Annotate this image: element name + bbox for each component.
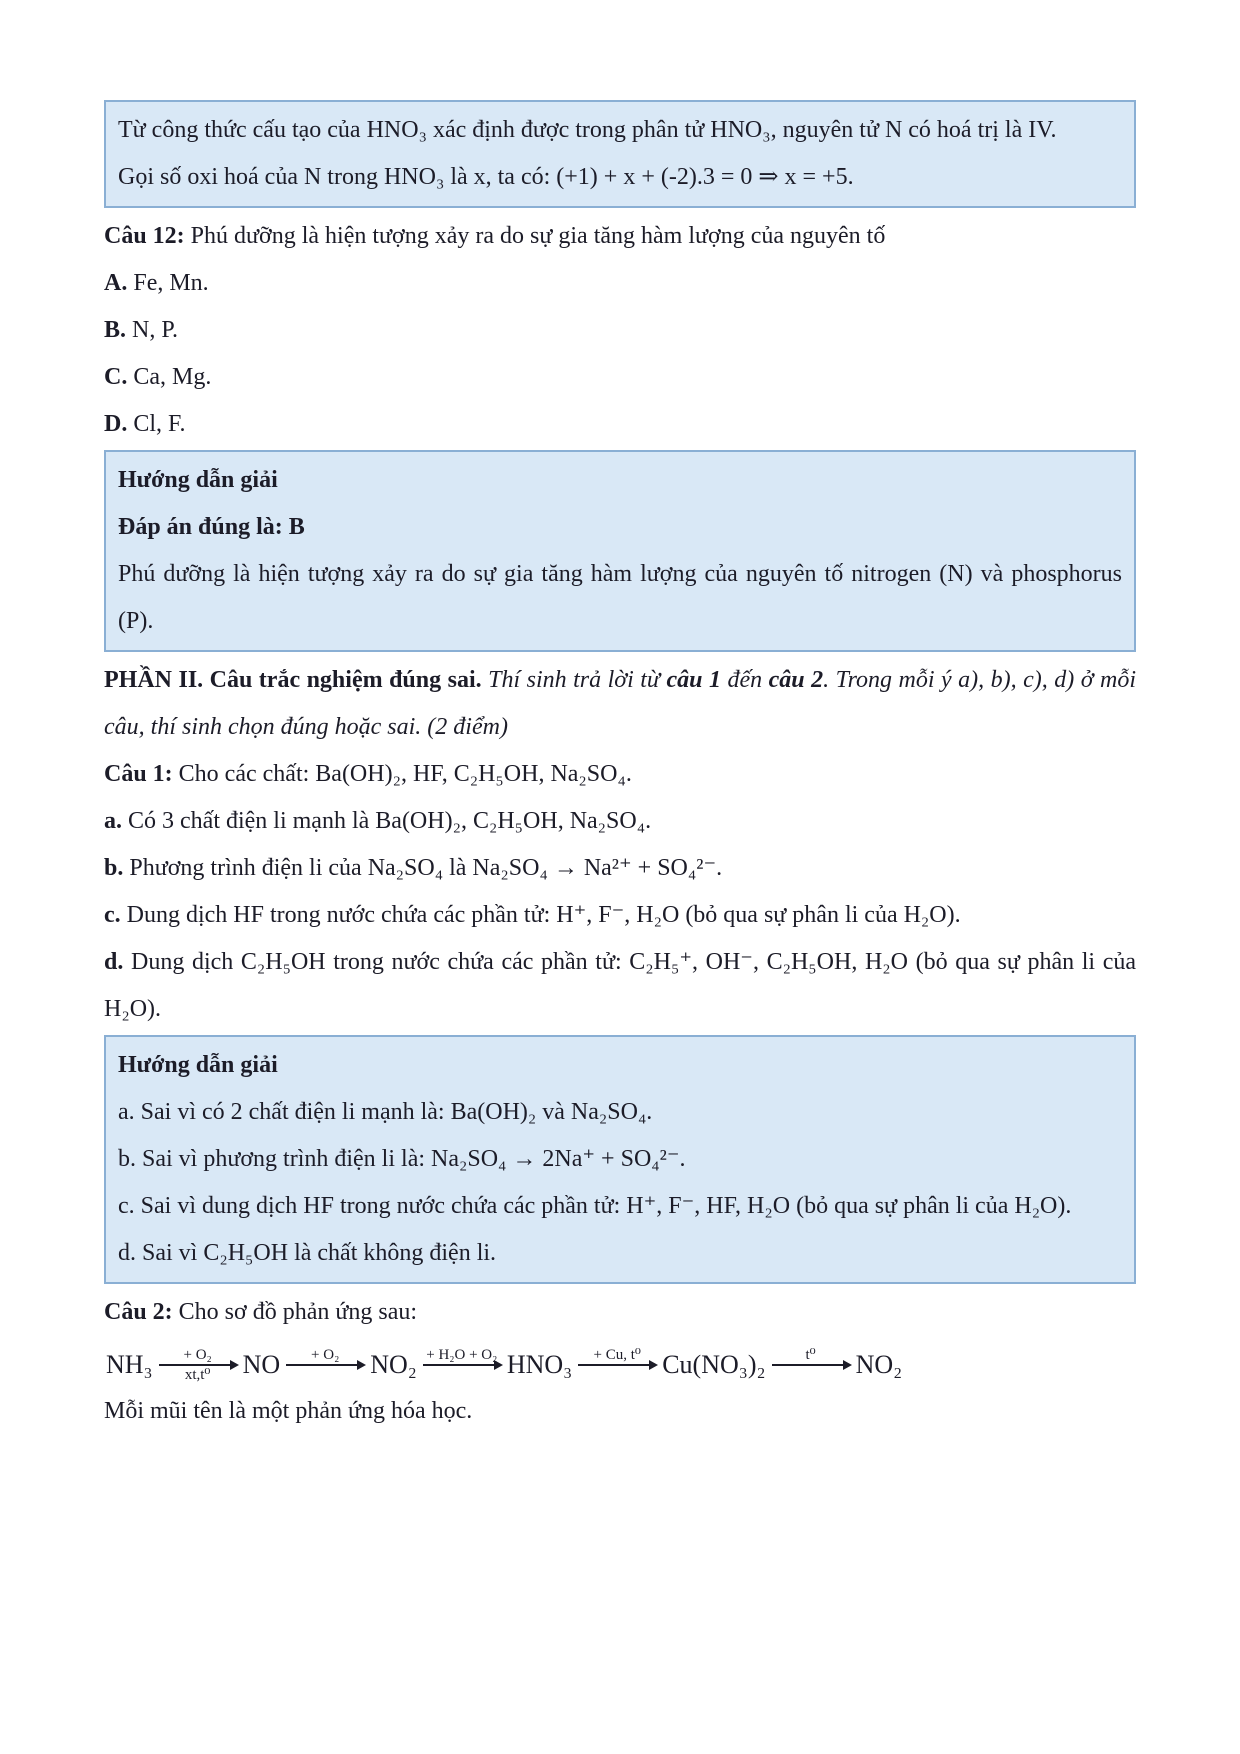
question-2-note: Mỗi mũi tên là một phản ứng hóa học. (104, 1398, 473, 1424)
reaction-arrow (419, 1346, 505, 1384)
arrow-label-above: + Cu, t⁰ (593, 1347, 641, 1363)
question-12-option-c (104, 354, 1136, 401)
item-a-text: Có 3 chất điện li mạnh là Ba(OH)₂, C₂H₅OH, Na₂SO₄. (128, 808, 652, 834)
solution-1-item-a: a. Sai vì có 2 chất điện li mạnh là: Ba(OH)₂ và Na₂SO₄. (118, 1099, 653, 1125)
solution-box-question-1 (104, 1035, 1136, 1284)
part2-heading-cau2: câu 2 (768, 667, 824, 693)
chemical-species: NO₂ (855, 1350, 903, 1379)
solution-12-title: Hướng dẫn giải (118, 467, 278, 493)
solution-1-title: Hướng dẫn giải (118, 1052, 278, 1078)
highlight-box-hno3 (104, 100, 1136, 208)
option-b-text: N, P. (132, 317, 179, 343)
arrow-line (159, 1364, 237, 1366)
item-a-label: a. (104, 808, 122, 834)
option-b-label: B. (104, 317, 127, 343)
question-1-item-d (104, 939, 1136, 1033)
item-b-label: b. (104, 855, 124, 881)
chemical-species: HNO₃ (506, 1350, 573, 1379)
chemical-species: Cu(NO₃)₂ (662, 1350, 766, 1379)
part2-heading (104, 657, 1136, 751)
question-12-option-a (104, 260, 1136, 307)
arrow-line (578, 1364, 656, 1366)
solution-12-explanation: Phú dưỡng là hiện tượng xảy ra do sự gia tăng hàm lượng của nguyên tố nitrogen (N) và phosphorus (P). (118, 561, 1122, 634)
solution-12-answer: Đáp án đúng là: B (118, 514, 305, 540)
arrow-label-above: t⁰ (805, 1347, 816, 1363)
reaction-arrow (282, 1346, 368, 1384)
reaction-arrow (574, 1346, 660, 1384)
question-1-item-c (104, 892, 1136, 939)
question-1-text: Cho các chất: Ba(OH)₂, HF, C₂H₅OH, Na₂SO₄. (178, 761, 632, 787)
chemical-species: NH₃ (106, 1350, 153, 1379)
item-c-label: c. (104, 902, 121, 928)
question-2-text: Cho sơ đồ phản ứng sau: (178, 1299, 418, 1325)
solution-1-item-c: c. Sai vì dung dịch HF trong nước chứa các phần tử: H⁺, F⁻, HF, H₂O (bỏ qua sự phân li của H₂O). (118, 1193, 1072, 1219)
chemical-species: NO₂ (370, 1350, 417, 1379)
reaction-arrow (768, 1346, 854, 1384)
question-12-label: Câu 12: (104, 223, 185, 249)
item-d-label: d. (104, 949, 124, 975)
part2-heading-italic-3: . Trong mỗi ý a), b), c), d) ở mỗi câu, thí sinh chọn đúng hoặc sai. (2 điểm) (104, 667, 1137, 740)
arrow-label-below: xt,t⁰ (184, 1367, 211, 1383)
solution-box-question-12 (104, 450, 1136, 652)
item-c-text: Dung dịch HF trong nước chứa các phần tử: H⁺, F⁻, H₂O (bỏ qua sự phân li của H₂O). (126, 902, 961, 928)
question-1-item-a (104, 798, 1136, 845)
item-b-text: Phương trình điện li của Na₂SO₄ là Na₂SO₄ → Na²⁺ + SO₄²⁻. (129, 855, 723, 881)
solution-1-item-d: d. Sai vì C₂H₅OH là chất không điện li. (118, 1240, 497, 1266)
question-2-stem (104, 1289, 1136, 1336)
arrow-label-above: + H₂O + O₂ (426, 1347, 498, 1363)
question-1-item-b (104, 845, 1136, 892)
arrow-line (423, 1364, 501, 1366)
part2-heading-cau1: câu 1 (666, 667, 721, 693)
question-1-label: Câu 1: (104, 761, 173, 787)
hno3-paragraph-2: Gọi số oxi hoá của N trong HNO₃ là x, ta có: (+1) + x + (-2).3 = 0 ⇒ x = +5. (118, 164, 854, 190)
item-d-text: Dung dịch C₂H₅OH trong nước chứa các phần tử: C₂H₅⁺, OH⁻, C₂H₅OH, H₂O (bỏ qua sự phân li của H₂O). (104, 949, 1137, 1022)
option-a-text: Fe, Mn. (133, 270, 209, 296)
solution-1-item-b: b. Sai vì phương trình điện li là: Na₂SO₄ → 2Na⁺ + SO₄²⁻. (118, 1146, 686, 1172)
option-d-label: D. (104, 411, 128, 437)
question-12-text: Phú dưỡng là hiện tượng xảy ra do sự gia tăng hàm lượng của nguyên tố (190, 223, 886, 249)
chemical-species: NO (242, 1350, 281, 1379)
arrow-line (772, 1364, 850, 1366)
option-c-text: Ca, Mg. (133, 364, 212, 390)
option-d-text: Cl, F. (133, 411, 186, 437)
option-c-label: C. (104, 364, 128, 390)
reaction-arrow (155, 1346, 241, 1384)
question-12-option-d (104, 401, 1136, 448)
question-12-stem (104, 213, 1136, 260)
option-a-label: A. (104, 270, 128, 296)
arrow-label-above: + O₂ (183, 1347, 212, 1363)
part2-heading-italic-2: đến (720, 667, 769, 693)
question-2-label: Câu 2: (104, 1299, 173, 1325)
question-12-option-b (104, 307, 1136, 354)
question-1-stem (104, 751, 1136, 798)
part2-heading-bold: PHẦN II. Câu trắc nghiệm đúng sai. (104, 667, 482, 693)
reaction-scheme (104, 1346, 1136, 1384)
hno3-paragraph-1: Từ công thức cấu tạo của HNO₃ xác định được trong phân tử HNO₃, nguyên tử N có hoá trị là IV. (118, 117, 1057, 143)
arrow-line (286, 1364, 364, 1366)
arrow-label-above: + O₂ (311, 1347, 340, 1363)
part2-heading-italic-1: Thí sinh trả lời từ (481, 667, 667, 693)
